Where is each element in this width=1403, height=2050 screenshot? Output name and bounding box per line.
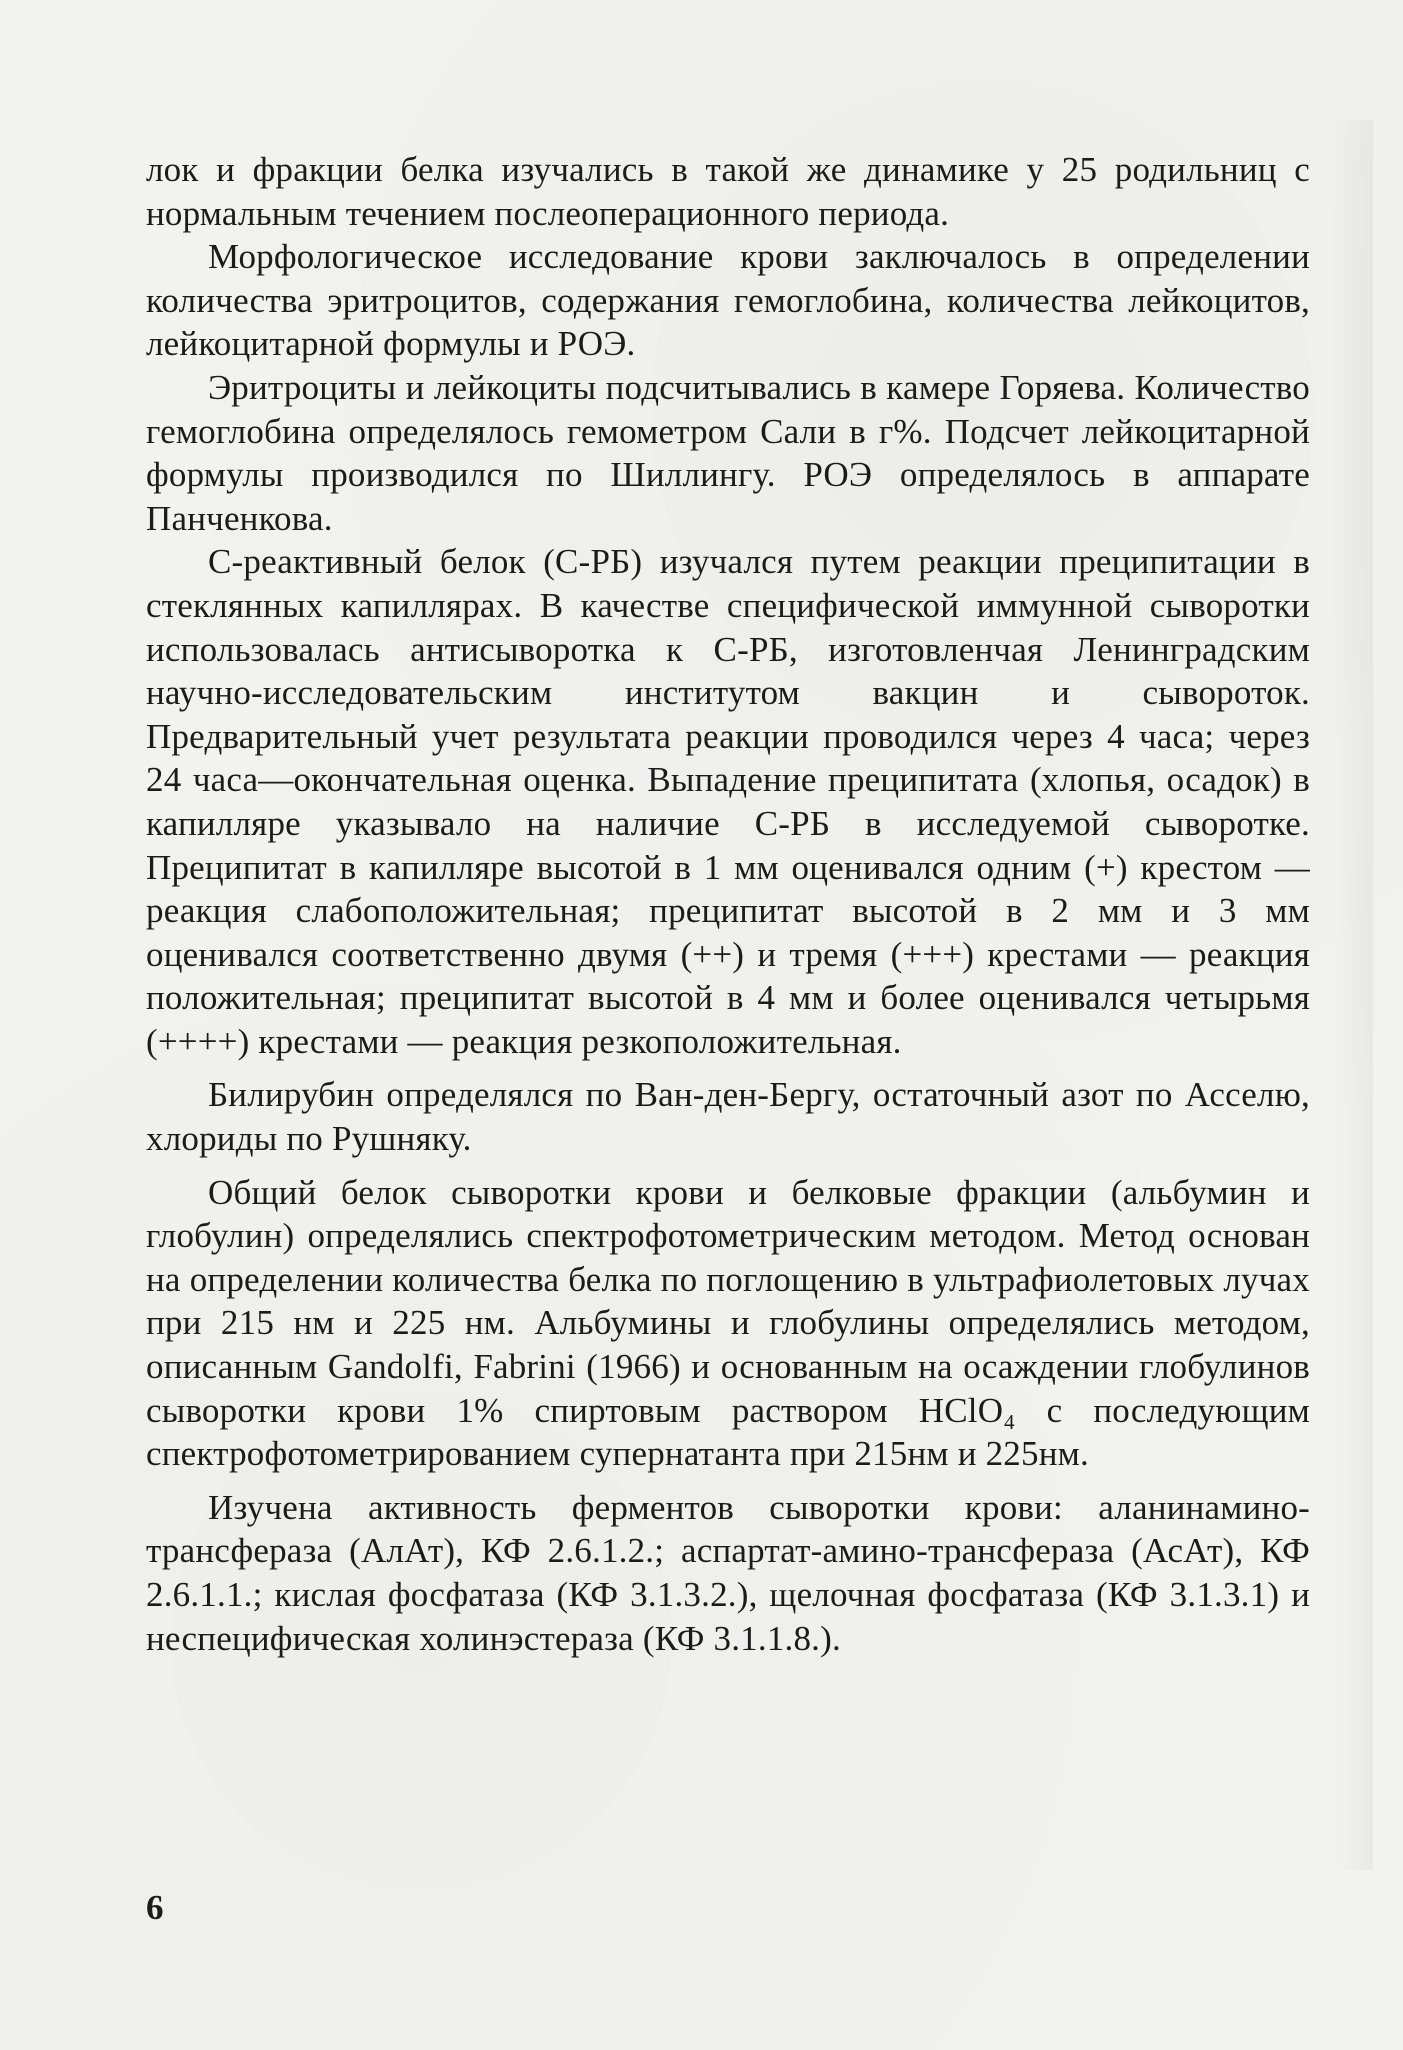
paragraph-continuation: лок и фракции белка изучались в такой же динамике у 25 родильниц с нормальным течением послеоперационного периода.	[146, 150, 1310, 233]
paragraph-c-reactive-protein: С-реактивный белок (С-РБ) изучался путем реакции преципитации в стеклянных капиллярах. В качестве специфической иммунной сыворотки использовалась антисыворотка к С-РБ, изготовленчая Ленинградским научно-исследовательским институтом вакцин и сывороток. Предварительный учет результата реакции проводился через 4 часа; через 24 часа—окончательная оценка. Выпадение преципитата (хлопья, осадок) в капилляре указывало на наличие С-РБ в исследуемой сыворотке. Преципитат в капилляре высотой в 1 мм оценивался одним (+) крестом — реакция слабоположительная; преципитат высотой в 2 мм и 3 мм оценивался соответственно двумя (++) и тремя (+++) крестами — реакция положительная; преципитат высотой в 4 мм и более оценивался четырьмя (++++) крестами — реакция резкоположительная.	[146, 542, 1310, 1061]
show-through-shadow	[1333, 120, 1373, 1870]
paragraph-morphology: Морфологическое исследование крови заключалось в определении количества эритроцитов, содержания гемоглобина, количества лейкоцитов, лейкоцитарной формулы и РОЭ.	[146, 237, 1310, 364]
paragraph-bilirubin: Билирубин определялся по Ван-ден-Бергу, остаточный азот по Асселю, хлориды по Рушняку.	[146, 1075, 1310, 1159]
body-text	[146, 148, 1310, 1660]
paragraph-total-protein: Общий белок сыворотки крови и белковые фракции (альбумин и глобулин) определялись спектрофотометрическим методом. Метод основан на определении количества белка по поглощению в ультрафиолетовых лучах при 215 нм и 225 нм. Альбумины и глобулины определялись методом, описанным Gandolfi, Fabrini (1966) и основанным на осаждении глобулинов сыворотки крови 1% спиртовым раствором НСlO₄ с последующим спектрофотометрированием супернатанта при 215нм и 225нм.	[146, 1172, 1310, 1474]
page-number: 6	[146, 1888, 164, 1927]
paragraph-enzymes: Изучена активность ферментов сыворотки крови: аланинамино-трансфераза (АлАт), КФ 2.6.1.2.; аспартат-амино-трансфераза (АсАт), КФ 2.6.1.1.; кислая фосфатаза (КФ 3.1.3.2.), щелочная фосфатаза (КФ 3.1.3.1) и неспецифическая холинэстераза (КФ 3.1.1.8.).	[146, 1487, 1310, 1658]
paragraph-erythrocytes: Эритроциты и лейкоциты подсчитывались в камере Горяева. Количество гемоглобина определялось гемометром Сали в г%. Подсчет лейкоцитарной формулы производился по Шиллингу. РОЭ определялось в аппарате Панченкова.	[146, 367, 1310, 538]
